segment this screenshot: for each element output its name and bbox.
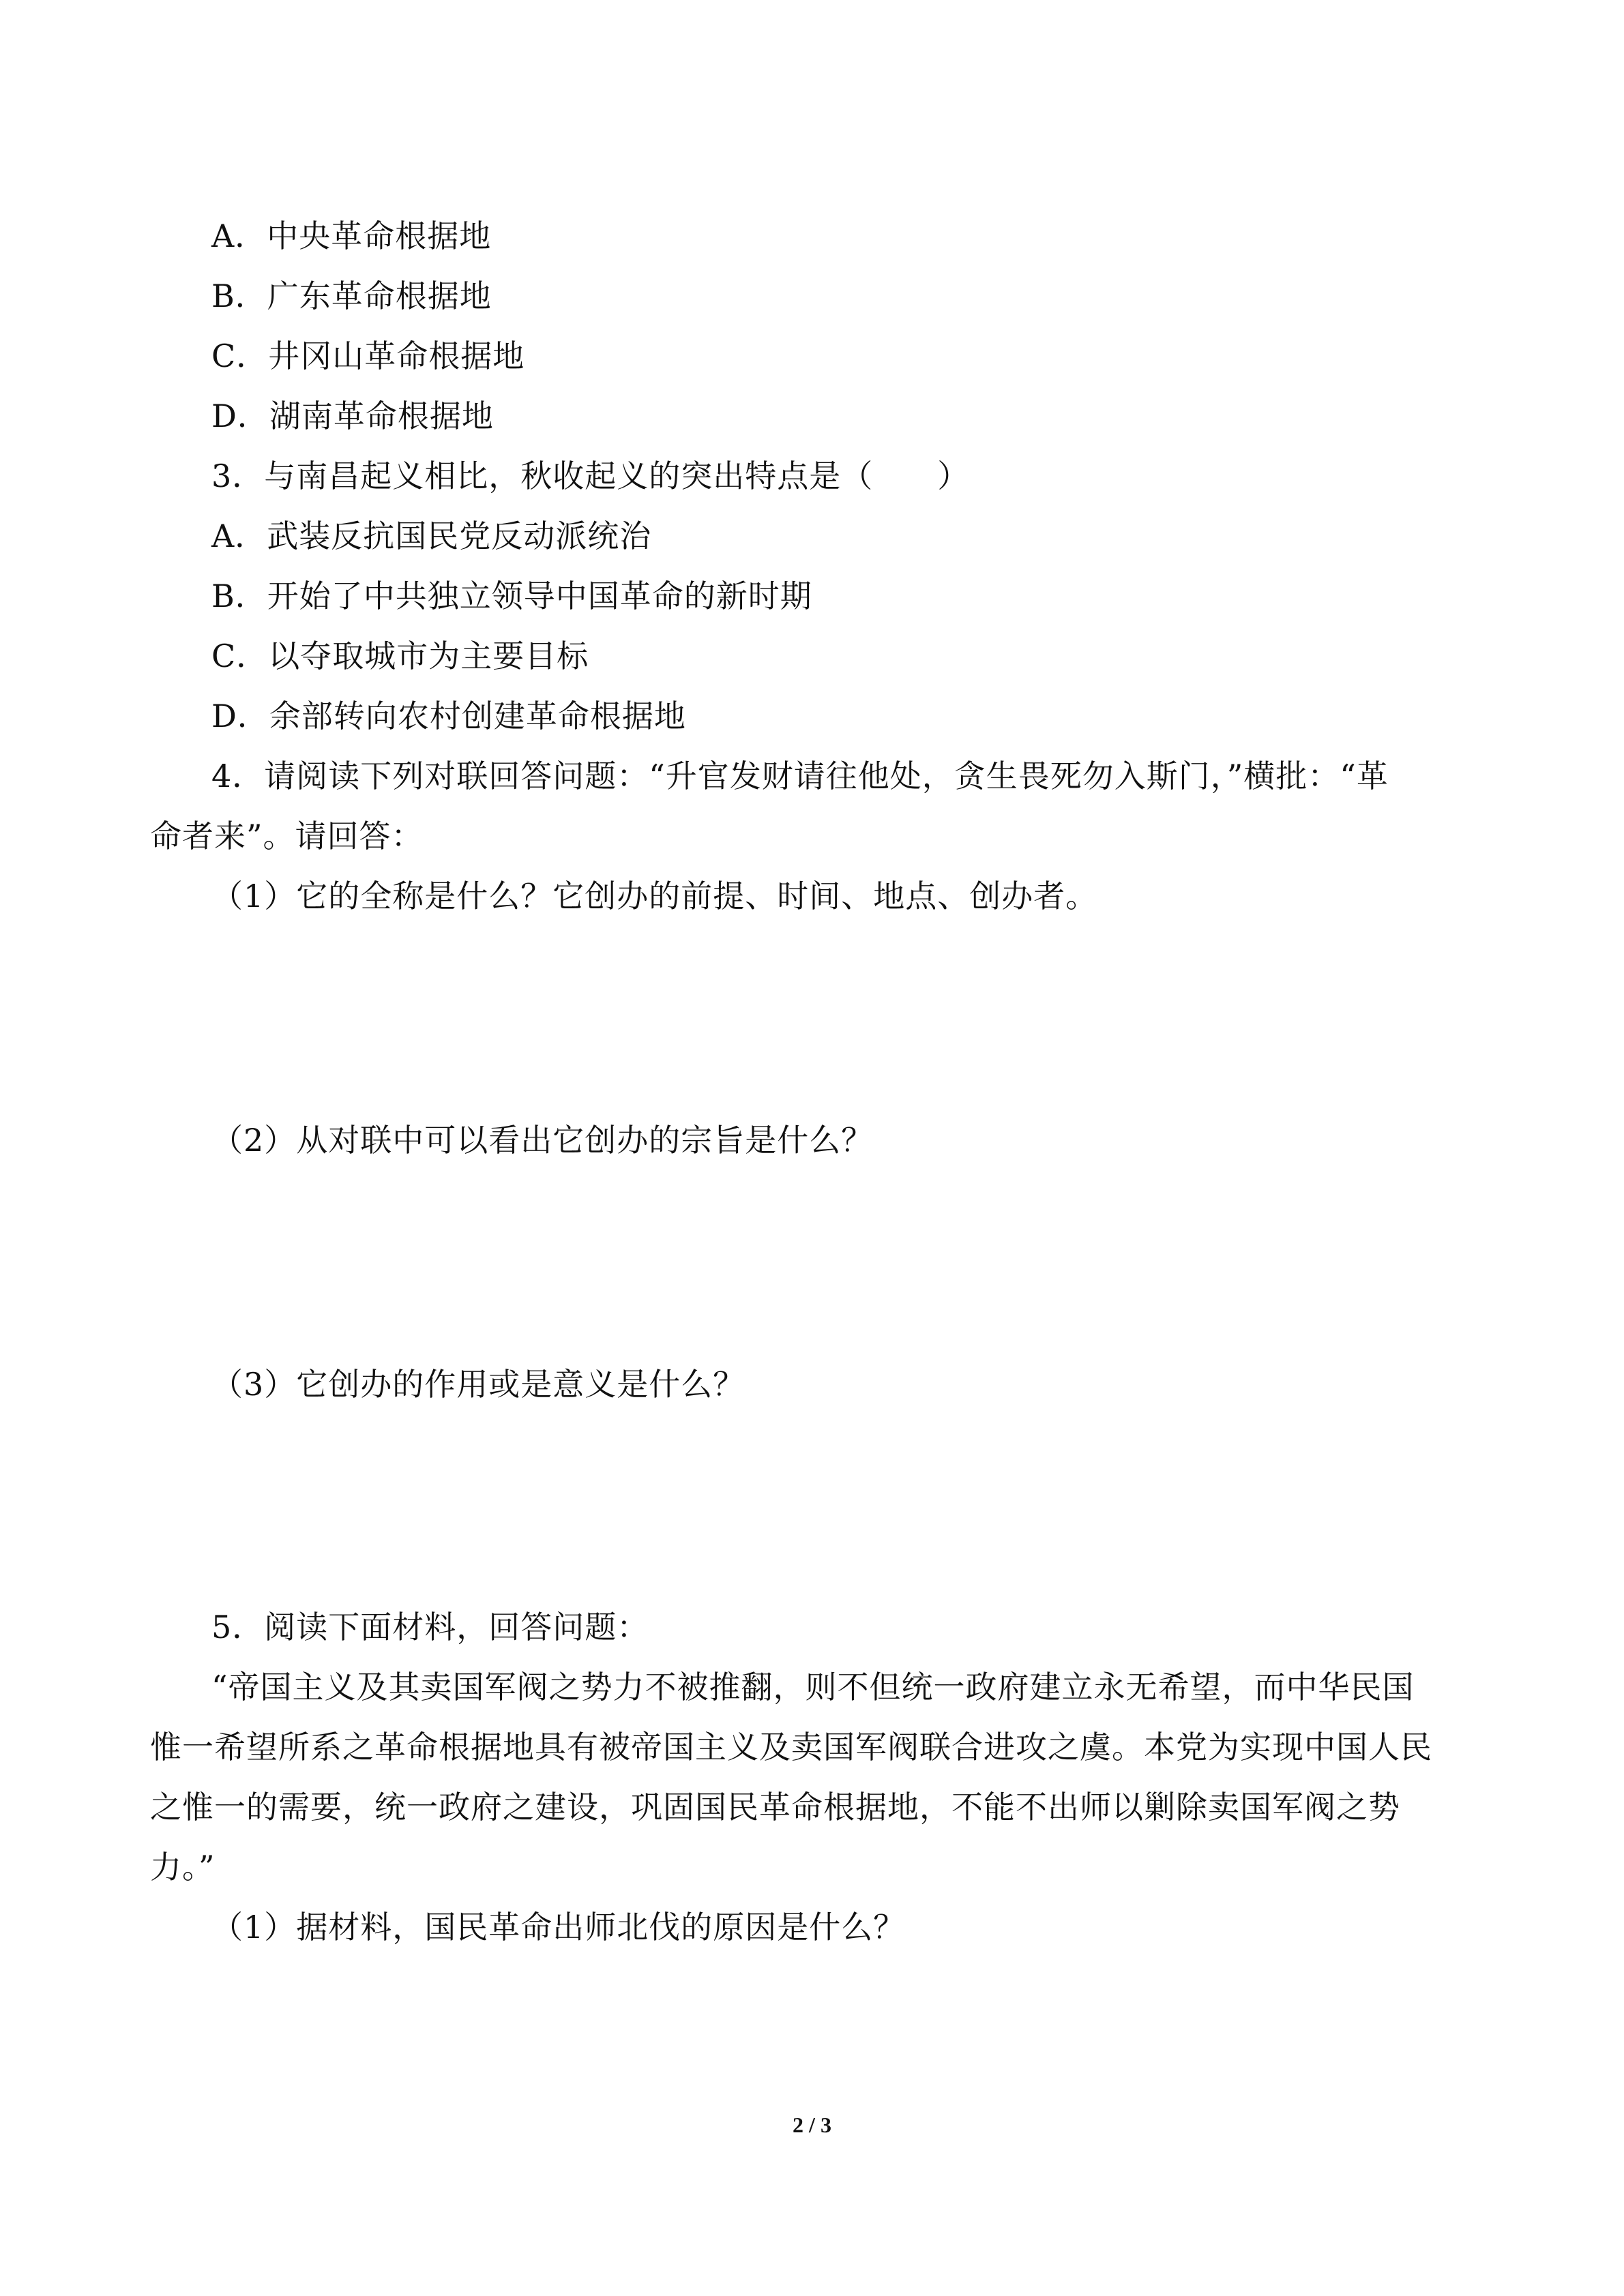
q3-stem: 3．与南昌起义相比，秋收起义的突出特点是（ ） <box>211 458 970 494</box>
q5-stem: 5．阅读下面材料，回答问题： <box>211 1609 649 1645</box>
q2-option-d: D．湖南革命根据地 <box>211 398 494 434</box>
q2-option-a: A．中央革命根据地 <box>211 218 492 254</box>
q2-option-b: B．广东革命根据地 <box>211 278 492 314</box>
q5-material-line-4: 力。” <box>150 1849 216 1885</box>
q2-option-c: C．井冈山革命根据地 <box>211 338 525 374</box>
q4-stem-line1: 4．请阅读下列对联回答问题：“升官发财请往他处，贪生畏死勿入斯门，”横批：“革 <box>211 758 1389 794</box>
page-number: 2 / 3 <box>793 2113 831 2137</box>
q3-option-d: D．余部转向农村创建革命根据地 <box>211 698 686 734</box>
q4-sub-question-1: （1）它的全称是什么？它创办的前提、时间、地点、创办者。 <box>211 878 1098 914</box>
q3-option-c: C．以夺取城市为主要目标 <box>211 638 589 674</box>
q3-option-b: B．开始了中共独立领导中国革命的新时期 <box>211 578 812 614</box>
q5-material-line-2: 惟一希望所系之革命根据地具有被帝国主义及卖国军阀联合进攻之虞。本党为实现中国人民 <box>150 1729 1432 1765</box>
q4-sub-question-2: （2）从对联中可以看出它创办的宗旨是什么？ <box>211 1122 874 1159</box>
q5-material-line-3: 之惟一的需要，统一政府之建设，巩固国民革命根据地，不能不出师以剿除卖国军阀之势 <box>150 1789 1400 1825</box>
q4-sub-question-3: （3）它创办的作用或是意义是什么？ <box>211 1366 745 1403</box>
q5-sub-question-1: （1）据材料，国民革命出师北伐的原因是什么？ <box>211 1909 906 1945</box>
q3-option-a: A．武装反抗国民党反动派统治 <box>211 518 652 554</box>
q4-stem-line2: 命者来”。请回答： <box>150 818 424 854</box>
q5-material-line-1: “帝国主义及其卖国军阀之势力不被推翻，则不但统一政府建立永无希望，而中华民国 <box>211 1669 1415 1705</box>
